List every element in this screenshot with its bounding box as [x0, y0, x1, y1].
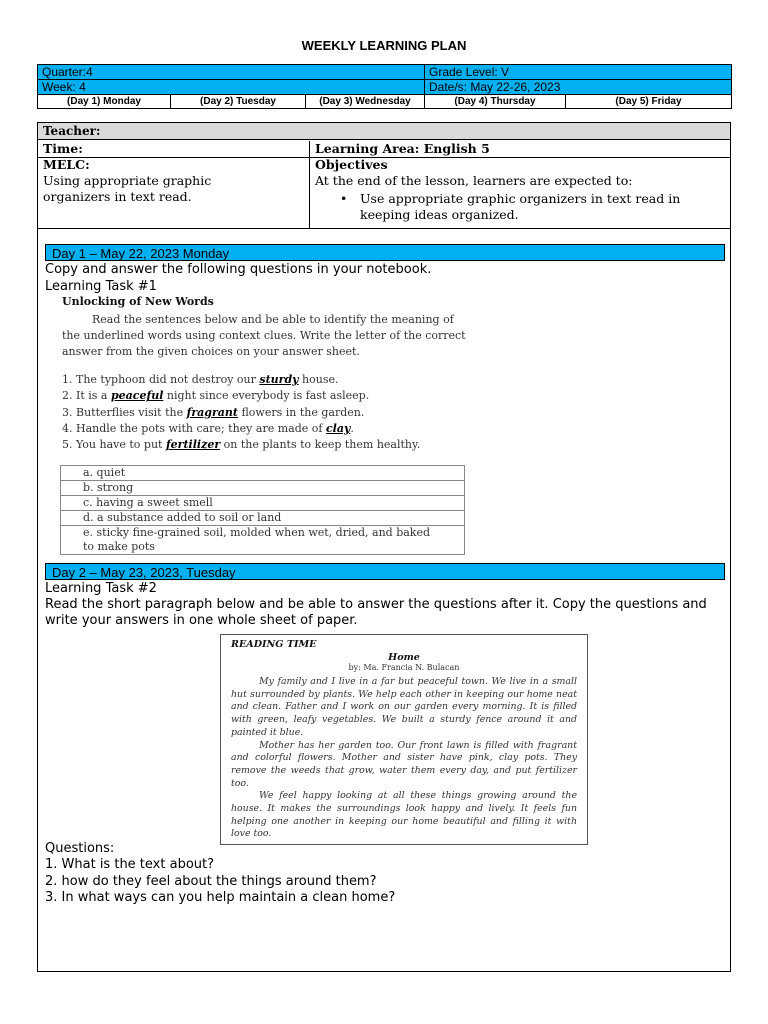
bullet-icon: • — [340, 191, 348, 206]
choice-d: d. a substance added to soil or land — [61, 511, 465, 526]
question-3: 3. In what ways can you help maintain a clean home? — [45, 890, 396, 905]
day-4-cell: (Day 4) Thursday — [425, 95, 566, 109]
day-2-cell: (Day 2) Tuesday — [171, 95, 306, 109]
objective-bullet: Use appropriate graphic organizers in text read in keeping ideas organized. — [360, 191, 681, 222]
document-title: WEEKLY LEARNING PLAN — [301, 38, 467, 53]
questions-label: Questions: — [45, 841, 115, 856]
day-5-cell: (Day 5) Friday — [566, 95, 732, 109]
reading-paragraph: We feel happy looking at all these things growing around the house. It makes the surroundings look happy and lively. It feels fun helping one another in keeping our home beautiful and filling it with love too. — [231, 790, 577, 840]
day2-bar: Day 2 – May 23, 2023, Tuesday — [45, 563, 725, 580]
day2-task: Learning Task #2 — [45, 581, 157, 596]
day1-bar: Day 1 – May 22, 2023 Monday — [45, 244, 725, 261]
choice-c: c. having a sweet smell — [61, 496, 465, 511]
header-table — [37, 64, 732, 109]
choice-a: a. quiet — [61, 466, 465, 481]
question-2: 2. how do they feel about the things around them? — [45, 874, 377, 889]
question-1: 1. What is the text about? — [45, 857, 215, 872]
reading-paragraph: Mother has her garden too. Our front lawn is filled with fragrant and colorful flowers. Mother and sister have pink, clay pots. They remove the weeds that grow, water them every day, and put fertilizer too. — [231, 739, 577, 789]
reading-paragraph: My family and I live in a far but peaceful town. We live in a small hut surrounded by plants. We help each other in keeping our home neat and clean. Father and I work on our garden every morning. It is filled with green, leafy vegetables. We built a sturdy fence around it and painted it blue. — [231, 676, 577, 738]
objectives-intro: At the end of the lesson, learners are expected to: — [315, 173, 633, 188]
vocab-word: fragrant — [186, 405, 238, 419]
day-1-cell: (Day 1) Monday — [38, 95, 171, 109]
choice-e: e. sticky fine-grained soil, molded when wet, dried, and baked to make pots — [61, 526, 465, 555]
melc-text: Using appropriate graphic organizers in text read. — [43, 173, 212, 204]
choice-b: b. strong — [61, 481, 465, 496]
vocab-word: sturdy — [259, 373, 299, 386]
time-label: Time: — [43, 141, 83, 156]
vocab-word: clay — [325, 421, 351, 435]
choices-table — [60, 465, 465, 555]
list-item: 3. Butterflies visit the fragrant flowers in the garden. — [62, 405, 365, 419]
day2-instruction: Read the short paragraph below and be able to answer the questions after it. Copy the questions and write your answers in one whole sheet of paper. — [45, 597, 707, 628]
week-cell: Week: 4 — [38, 80, 425, 95]
vocab-word: peaceful — [110, 389, 164, 403]
day1-instruction: Copy and answer the following questions in your notebook. — [45, 262, 432, 277]
learning-area: Learning Area: English 5 — [315, 141, 490, 156]
unlocking-directions: Read the sentences below and be able to identify the meaning of the underlined words using context clues. Write the letter of the correct answer from the given choices on your answer sheet. — [62, 313, 466, 358]
list-item: 4. Handle the pots with care; they are made of clay. — [62, 421, 354, 435]
quarter-cell: Quarter:4 — [38, 65, 425, 80]
day-3-cell: (Day 3) Wednesday — [306, 95, 425, 109]
reading-title: Home — [388, 652, 420, 663]
day1-task: Learning Task #1 — [45, 279, 157, 294]
teacher-row: Teacher: — [38, 123, 730, 140]
unlocking-words-block — [62, 295, 472, 453]
reading-passage-box — [220, 634, 588, 845]
melc-label: MELC: — [43, 157, 90, 172]
objectives-label: Objectives — [315, 157, 388, 172]
grade-level-cell: Grade Level: V — [425, 65, 732, 80]
list-item: 2. It is a peaceful night since everybody is fast asleep. — [62, 389, 370, 403]
unlocking-heading: Unlocking of New Words — [62, 295, 214, 308]
list-item: 5. You have to put fertilizer on the plants to keep them healthy. — [62, 438, 421, 452]
vocab-word: fertilizer — [165, 438, 221, 452]
lesson-box — [37, 122, 731, 972]
sentence-list — [62, 372, 472, 453]
dates-cell: Date/s: May 22-26, 2023 — [425, 80, 732, 95]
reading-author: by: Ma. Francia N. Bulacan — [348, 663, 460, 672]
reading-label: READING TIME — [231, 639, 317, 650]
list-item: 1. The typhoon did not destroy our sturdy house. — [62, 373, 339, 386]
